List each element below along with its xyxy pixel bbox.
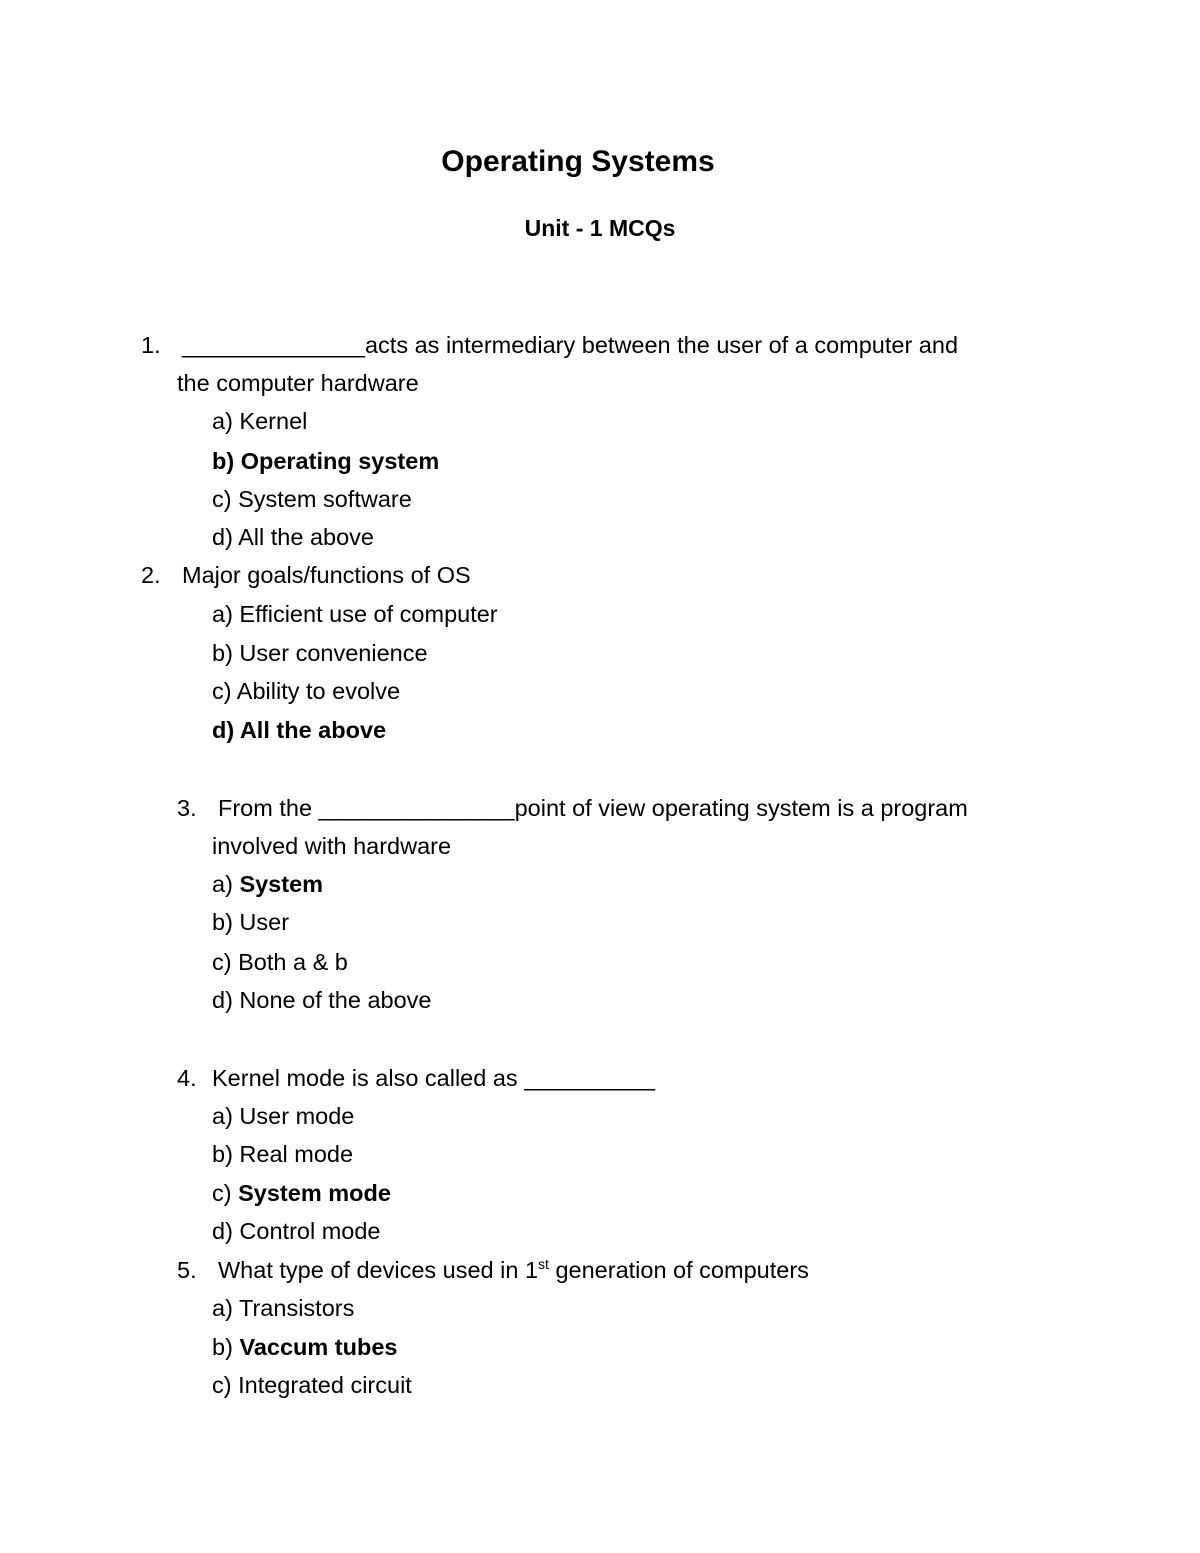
question-1-option-b-correct: b) Operating system: [212, 448, 440, 474]
question-5-text-before: What type of devices used in 1: [218, 1257, 539, 1283]
option-label: System mode: [238, 1180, 391, 1206]
question-3-text-continued: involved with hardware: [212, 833, 452, 859]
question-3-option-b: b) User: [212, 909, 290, 935]
question-2-option-c: c) Ability to evolve: [212, 678, 401, 704]
option-prefix: b): [212, 1334, 240, 1360]
question-2-option-d-correct: d) All the above: [212, 717, 387, 743]
page-subtitle: Unit - 1 MCQs: [524, 215, 676, 241]
option-prefix: c): [212, 1180, 239, 1206]
question-3-number: 3.: [177, 795, 197, 821]
question-4-number: 4.: [177, 1065, 197, 1091]
option-label: System: [239, 871, 324, 897]
question-5-option-a: a) Transistors: [212, 1295, 355, 1321]
question-1-text-continued: the computer hardware: [177, 370, 419, 396]
question-1-option-c: c) System software: [212, 486, 412, 512]
option-label: Vaccum tubes: [239, 1334, 398, 1360]
question-2-option-b: b) User convenience: [212, 640, 428, 666]
question-4-option-d: d) Control mode: [212, 1218, 381, 1244]
question-5-number: 5.: [177, 1257, 197, 1283]
question-3-option-c: c) Both a & b: [212, 949, 348, 975]
question-5-text-after: generation of computers: [548, 1257, 809, 1283]
question-2-number: 2.: [141, 562, 161, 588]
question-3-option-a-correct: [212, 868, 323, 900]
question-5-option-c: c) Integrated circuit: [212, 1372, 412, 1398]
option-prefix: a): [212, 871, 240, 897]
superscript: st: [538, 1256, 549, 1272]
question-1-number: 1.: [141, 332, 161, 358]
question-1-option-a: a) Kernel: [212, 408, 308, 434]
question-4-option-c-correct: [212, 1177, 391, 1209]
question-5-option-b-correct: [212, 1331, 397, 1363]
question-4-option-b: b) Real mode: [212, 1141, 354, 1167]
question-2-option-a: a) Efficient use of computer: [212, 601, 498, 627]
page-title: Operating Systems: [441, 145, 715, 178]
question-3-option-d: d) None of the above: [212, 987, 432, 1013]
question-4-option-a: a) User mode: [212, 1103, 355, 1129]
question-4-text: Kernel mode is also called as __________: [212, 1065, 655, 1091]
question-1-option-d: d) All the above: [212, 524, 374, 550]
question-5-text: [218, 1254, 809, 1286]
question-3-text: From the _______________point of view operating system is a program: [218, 795, 968, 821]
question-1-text: ______________acts as intermediary between the user of a computer and: [182, 332, 959, 358]
question-2-text: Major goals/functions of OS: [182, 562, 471, 588]
